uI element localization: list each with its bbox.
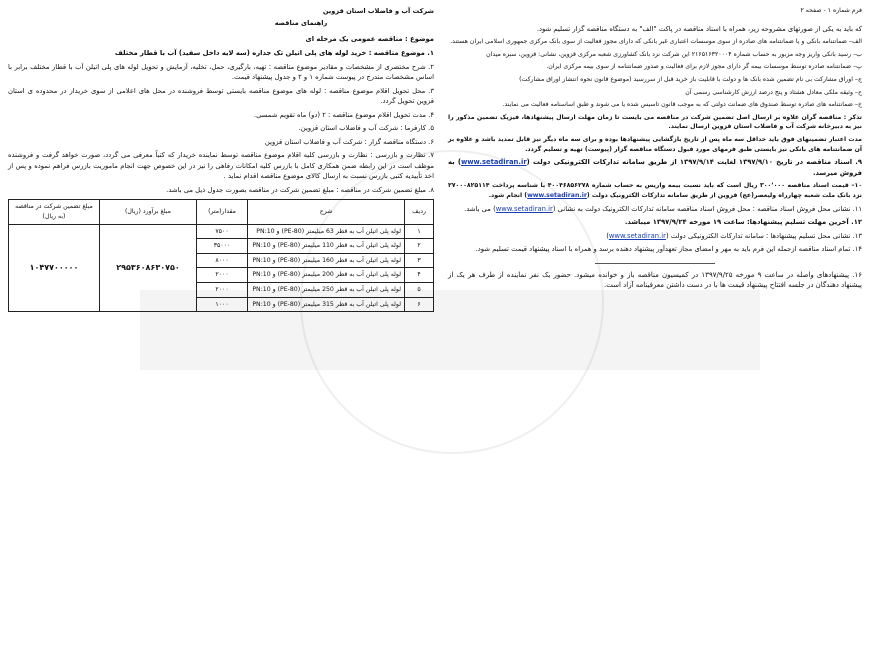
guarantee-option-a: الف– ضمانتنامه بانکی و یا ضمانتنامه های صادره از سوی موسسات اعتباری غیر بانکی که دارای مجوز فعالیت از سوی بانک مرکزی جمهوری اسلامی ایران هستند.: [450, 38, 862, 46]
row-number: ۵: [405, 283, 434, 298]
item-6: ۶. دستگاه مناقصه گزار : شرکت آب و فاضلاب استان قزوین: [264, 137, 434, 146]
row-description: لوله پلی اتیلن آب به قطر 160 میلیمتر (PE-80) و PN:10: [248, 253, 405, 268]
guarantee-table: [8, 199, 434, 312]
item-13-suffix: ): [606, 231, 609, 240]
row-quantity: ۲۰۰۰: [197, 283, 248, 298]
item-10-suffix: ) انجام شود.: [488, 191, 528, 199]
item-11: [448, 204, 862, 215]
header-row-number: ردیف: [405, 200, 434, 224]
note-paragraph: تذکر : مناقصه گران علاوه بر ارسال اصل تضمین شرکت در مناقصه می بایست تا زمان مهلت ارسال پیشنهادها، فیزیک تضمین مذکور را نیز به دبیرخانه شرکت آب و فاضلاب استان قزوین ارسال نمایند.: [448, 113, 862, 131]
item-16: ۱۶. پیشنهادهای واصله در ساعت ۹ مورخه ۱۳۹۷/۹/۲۵ در کمیسیون مناقصه باز و خوانده میشود. حضور یک نفر نماینده از طرف هر یک از پیشنهاد دهندگان در جلسه افتتاح پیشنهاد قیمت ها با در دست داشتن معرفینامه آزاد است.: [448, 270, 862, 290]
item-11-suffix: ) می باشد.: [464, 204, 496, 213]
guarantee-option-f: خ– ضمانتنامه های صادره توسط صندوق های ضمانت دولتی که به موجب قانون تاسیس شده یا می شوند و طبق اساسنامه فعالیت می نمایند.: [502, 101, 862, 109]
page-two: [448, 0, 862, 653]
row-quantity: ۳۵۰۰۰: [197, 239, 248, 254]
guarantee-option-e: ح– وثیقه ملکی معادل هشتاد و پنج درصد ارزش کارشناسی رسمی آن: [685, 88, 862, 96]
row-description: لوله پلی اتیلن آب به قطر 315 میلیمتر (PE-80) و PN:10: [248, 297, 405, 312]
row-description: لوله پلی اتیلن آب به قطر 200 میلیمتر (PE-80) و PN:10: [248, 268, 405, 283]
guide-title: راهنمای مناقصه: [274, 19, 328, 28]
guarantee-intro: که باید به یکی از صورتهای مشروحه زیر، همراه با اسناد مناقصه در پاکت "الف" به دستگاه مناقصه گزار تسلیم شود.: [536, 24, 862, 33]
table-header-row: [9, 200, 434, 224]
item-14: ۱۴. تمام اسناد مناقصه ازجمله این فرم باید به مهر و امضای مجاز تعهدآور پیشنهاد دهنده برسد و همراه با اسناد پیشنهاد قیمت تسلیم شود.: [475, 245, 862, 254]
guarantee-option-c: پ– ضمانتنامه صادره توسط موسسات بیمه گر دارای مجوز لازم برای فعالیت و صدور ضمانتنامه از سوی بیمه مرکزی ایران.: [546, 63, 862, 71]
setadiran-link[interactable]: www.setadiran.ir: [460, 158, 527, 167]
row-quantity: ۸۰۰۰: [197, 253, 248, 268]
validity-paragraph: مدت اعتبار تضمینهای فوق باید حداقل سه ماه پس از تاریخ بازگشایی پیشنهادها بوده و برای سه ماه دیگر نیز قابل تمدید باشد و علاوه بر آن ضمانتنامه های بانکی نیز بایستی طبق فرمهای مورد قبول دستگاه مناقصه گزار (پیوست) تهیه و تسلیم گردد.: [448, 136, 862, 153]
row-quantity: ۲۰۰۰: [197, 268, 248, 283]
item-7: ۷. نظارت و بازرسی : نظارت و بازرسی کلیه اقلام موضوع مناقصه توسط نماینده خریدار که کتباً معرفی می گردد، صورت خواهد گرفت و فروشنده موظف است در این رابطه ضمن همکاری کامل با بازرس کلیه امکانات رفاهی را نیز در این خصوص جهت انجام ماموریت بازرس فراهم نموده و پس از اخذ تأییدیه کتبی بازرس نسبت به ارسال کالای موضوع مناقصه اقدام نماید .: [8, 151, 434, 181]
item-11-text: ۱۱. نشانی محل فروش اسناد مناقصه : محل فروش اسناد مناقصه سامانه تدارکات الکترونیک دولت به نشانی (: [552, 204, 862, 213]
row-number: ۳: [405, 253, 434, 268]
item-5: ۵. کارفرما : شرکت آب و فاضلاب استان قزوین.: [298, 124, 434, 133]
item-9-text: ۹. اسناد مناقصه در تاریخ ۱۳۹۷/۹/۱۰ لغایت ۱۳۹۷/۹/۱۴ از طریق سامانه تدارکات الکترونیکی دولت: [532, 158, 862, 167]
item-9-suffix: ) به فروش میرسد.: [448, 158, 862, 177]
row-description: لوله پلی اتیلن آب به قطر 110 میلیمتر (PE-80) و PN:10: [248, 239, 405, 254]
header-quantity: مقدار(متر): [197, 200, 248, 224]
item-3: ۳. محل تحویل اقلام موضوع مناقصه : لوله های موضوع مناقصه بایستی توسط فروشنده در محل های اعلامی از سوی خریدار در محدوده ی استان قزوین تحویل گردد.: [8, 86, 434, 106]
row-number: ۴: [405, 268, 434, 283]
item-9: ۹. اسناد مناقصه در تاریخ ۱۳۹۷/۹/۱۰ لغایت ۱۳۹۷/۹/۱۴ از طریق سامانه تدارکات الکترونیکی دولت (www.setadiran.ir) به فروش میرسد.: [448, 158, 862, 177]
header-estimate: مبلغ برآورد (ریال): [100, 200, 197, 224]
row-quantity: ۷۵۰۰: [197, 224, 248, 239]
guarantee-option-b: ب– رسید بانکی واریز وجه مزبور به حساب شماره ۲۱۶۵۱۶۳۲۰۰۰۴ این شرکت نزد بانک کشاورزی شعبه مرکزی قزوین، نشانی: قزوین، سبزه میدان: [486, 50, 862, 58]
organization-name: شرکت آب و فاضلاب استان قزوین: [322, 7, 434, 15]
estimate-total: ۲۹۵۳۶۰۸۶۳۰۷۵۰: [100, 224, 197, 312]
item-2: ۲. شرح مختصری از مشخصات و مقادیر موضوع مناقصه : تهیه، بارگیری، حمل، تخلیه، آزمایش و تحویل لوله های پلی اتیلن آب با قطار مختلف برابر با اساس مشخصات مندرج در پیوست شماره ۱ و ۲ و جدول پیشنهاد قیمت.: [8, 62, 434, 82]
divider: [595, 263, 715, 264]
item-10: [448, 181, 862, 200]
row-description: لوله پلی اتیلن آب به قطر 63 میلیمتر (PE-80) و PN:10: [248, 224, 405, 239]
item-13-text: ۱۳. نشانی محل تسلیم پیشنهادها : سامانه تدارکات الکترونیکی دولت (: [665, 231, 862, 240]
item-4: ۴. مدت تحویل اقلام موضوع مناقصه : ۲ (دو) ماه تقویم شمسی.: [253, 110, 434, 119]
row-number: ۲: [405, 239, 434, 254]
table-row: [9, 224, 434, 239]
item-8: ۸. مبلغ تضمین شرکت در مناقصه : مبلغ تضمین شرکت در مناقصه بصورت جدول ذیل می باشد.: [166, 185, 434, 194]
page-one: [8, 0, 434, 653]
setadiran-link[interactable]: www.setadiran.ir: [527, 191, 587, 199]
subject-line: موضوع : مناقصه عمومی یک مرحله ای: [305, 35, 434, 44]
guarantee-option-d: ج– اوراق مشارکت بی نام تضمین شده بانک ها و دولت با قابلیت باز خرید قبل از سررسید (موضوع قانون نحوه انتشار اوراق مشارکت): [519, 75, 862, 83]
setadiran-link[interactable]: www.setadiran.ir: [495, 204, 553, 213]
row-number: ۶: [405, 297, 434, 312]
row-number: ۱: [405, 224, 434, 239]
guarantee-total: ۱۰۴۷۷۰۰۰۰۰: [9, 224, 100, 312]
item-1: ۱. موضوع مناقصه : خرید لوله های پلی اتیلن تک جداره (سه لایه داخل سفید) آب با قطار مختلف: [114, 48, 434, 57]
item-12: ۱۲. آخرین مهلت تسلیم پیشنهادها: ساعت ۱۹ مورخه ۱۳۹۷/۹/۲۴ میباشد.: [624, 218, 862, 227]
item-10-text: ۱۰– قیمت اسناد مناقصه ۳۰۰٬۰۰۰ ریال است که باید نسبت بیمه واریس به حساب شماره ۴۰۰۴۶۸۵۶۲۷۸ با شناسه پرداخت ۲۷۰۰۰۸۲۵۱۱۴ نزد بانک ملت شعبه چهارراه ولیعصر(عج) قزوین از طریق سامانه تدارکات الکترونیک دولت (: [448, 182, 863, 199]
setadiran-link[interactable]: www.setadiran.ir: [608, 231, 666, 240]
form-number: فرم شماره ۱ - صفحه ۲: [800, 7, 862, 14]
row-description: لوله پلی اتیلن آب به قطر 250 میلیمتر (PE-80) و PN:10: [248, 283, 405, 298]
header-guarantee: مبلغ تضمین شرکت در مناقصه (به ریال): [9, 200, 100, 224]
item-13: [448, 231, 862, 242]
row-quantity: ۱۰۰۰: [197, 297, 248, 312]
header-description: شرح: [248, 200, 405, 224]
